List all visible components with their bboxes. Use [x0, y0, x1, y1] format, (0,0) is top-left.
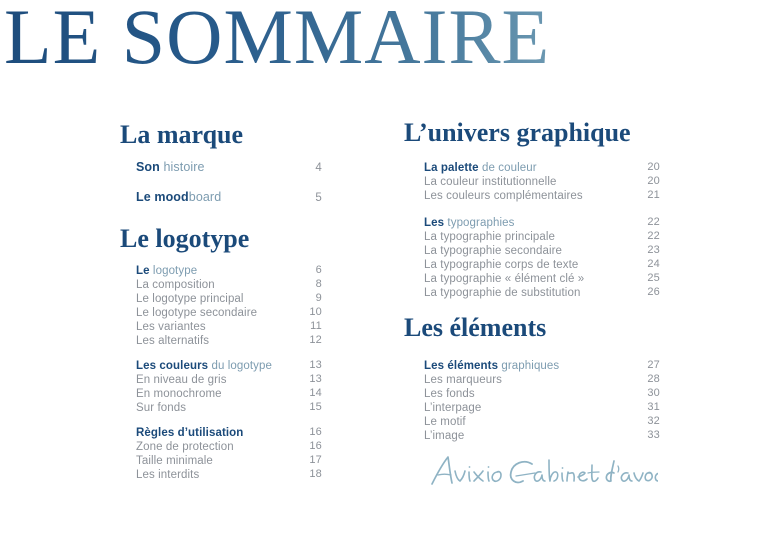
- section-heading: Les éléments: [404, 313, 547, 342]
- toc-entry-label: Les fonds: [424, 388, 475, 400]
- toc-entry-label: Les alternatifs: [136, 335, 210, 347]
- toc-page-number: 22: [647, 216, 660, 228]
- toc-entry-label: [424, 162, 537, 174]
- toc-entry[interactable]: [424, 400, 660, 414]
- toc-group: [136, 425, 322, 481]
- toc-page-number: 31: [647, 401, 660, 413]
- toc-entry-label: Taille minimale: [136, 455, 213, 467]
- toc-entry-label-soft: histoire: [159, 160, 205, 174]
- toc-page-number: 18: [309, 468, 322, 480]
- toc-entry-label: [136, 265, 197, 277]
- toc-entry[interactable]: [136, 333, 322, 347]
- toc-entry-label-soft: board: [188, 190, 222, 204]
- toc-entry-label-strong: Le mood: [136, 190, 189, 204]
- toc-page-number: 27: [647, 359, 660, 371]
- toc-page-number: 21: [647, 189, 660, 201]
- toc-entry[interactable]: [424, 229, 660, 243]
- toc-entry-label: [424, 217, 514, 229]
- toc-entry-label: [136, 190, 221, 204]
- toc-page-number: 32: [647, 415, 660, 427]
- toc-entry-label: [424, 360, 559, 372]
- toc-entry[interactable]: [424, 372, 660, 386]
- toc-entry[interactable]: [424, 257, 660, 271]
- toc-entry-label: La typographie secondaire: [424, 245, 563, 257]
- section-heading: Le logotype: [120, 224, 250, 253]
- toc-page-number: 24: [647, 258, 660, 270]
- toc-entry-label: Règles d’utilisation: [136, 427, 244, 439]
- toc-page-number: 6: [315, 264, 322, 276]
- toc-entry[interactable]: [424, 285, 660, 299]
- toc-entry[interactable]: [136, 453, 322, 467]
- toc-entry-label: La typographie « élément clé »: [424, 273, 585, 285]
- toc-entry[interactable]: [424, 428, 660, 442]
- toc-page-number: 28: [647, 373, 660, 385]
- toc-entry-label: Les couleurs complémentaires: [424, 190, 583, 202]
- toc-entry-label-soft: de couleur: [478, 162, 537, 174]
- toc-group: [424, 215, 660, 299]
- toc-entry-label: En monochrome: [136, 388, 222, 400]
- toc-entry[interactable]: [424, 243, 660, 257]
- toc-page-number: 20: [647, 161, 660, 173]
- toc-group: [424, 358, 660, 442]
- toc-page-number: 16: [309, 440, 322, 452]
- toc-entry-label-strong: La palette: [424, 162, 479, 174]
- signature-script-icon: [428, 450, 658, 498]
- toc-page-number: 5: [315, 192, 322, 204]
- toc-entry[interactable]: [424, 271, 660, 285]
- toc-entry-label: Les interdits: [136, 469, 200, 481]
- toc-page-number: 22: [647, 230, 660, 242]
- toc-entry[interactable]: [136, 263, 322, 277]
- toc-entry-label: Sur fonds: [136, 402, 187, 414]
- toc-group: [136, 358, 322, 414]
- toc-entry[interactable]: [136, 277, 322, 291]
- toc-page-number: 20: [647, 175, 660, 187]
- toc-page-number: 8: [315, 278, 322, 290]
- toc-entry[interactable]: [424, 188, 660, 202]
- toc-entry[interactable]: [136, 439, 322, 453]
- toc-entry-label: L’interpage: [424, 402, 482, 414]
- toc-entry-label: Le logotype secondaire: [136, 307, 258, 319]
- toc-entry-label: Les variantes: [136, 321, 206, 333]
- toc-entry-label-soft: du logotype: [208, 360, 273, 372]
- toc-entry-label: La couleur institutionnelle: [424, 176, 557, 188]
- section-heading: La marque: [120, 120, 244, 149]
- toc-entry-label-strong: Les éléments: [424, 360, 499, 372]
- toc-page-number: 15: [309, 401, 322, 413]
- toc-entry[interactable]: [424, 386, 660, 400]
- toc-entry-label: La typographie de substitution: [424, 287, 581, 299]
- toc-entry-label: Les marqueurs: [424, 374, 503, 386]
- toc-entry[interactable]: [136, 158, 322, 188]
- toc-page-number: 9: [315, 292, 322, 304]
- toc-page-number: 14: [309, 387, 322, 399]
- toc-entry-label: Le motif: [424, 416, 466, 428]
- toc-entry[interactable]: [424, 215, 660, 229]
- toc-page-number: 12: [309, 334, 322, 346]
- toc-entry-label: En niveau de gris: [136, 374, 227, 386]
- brand-signature: [428, 450, 658, 498]
- toc-page-number: 30: [647, 387, 660, 399]
- toc-entry-label-strong: Le: [136, 265, 150, 277]
- toc-entry-label: L’image: [424, 430, 465, 442]
- toc-entry[interactable]: [136, 372, 322, 386]
- toc-entry[interactable]: [136, 425, 322, 439]
- toc-page-number: 11: [310, 320, 322, 332]
- toc-entry-label-soft: typographies: [444, 217, 515, 229]
- toc-entry[interactable]: [424, 174, 660, 188]
- toc-entry-label-strong: Son: [136, 160, 160, 174]
- toc-entry-label-strong: Les: [424, 217, 445, 229]
- page-title: LE SOMMAIRE: [0, 0, 768, 80]
- toc-page-number: 13: [309, 373, 322, 385]
- toc-entry-label-strong: Les couleurs: [136, 360, 209, 372]
- toc-entry-label: [136, 160, 205, 174]
- toc-page-number: 25: [647, 272, 660, 284]
- toc-entry[interactable]: [424, 414, 660, 428]
- toc-entry-label: [136, 360, 272, 372]
- toc-group: [424, 160, 660, 202]
- toc-page-number: 13: [309, 359, 322, 371]
- toc-page-number: 26: [647, 286, 660, 298]
- toc-page-number: 4: [315, 162, 322, 174]
- toc-entry-label: La composition: [136, 279, 215, 291]
- toc-page-number: 23: [647, 244, 660, 256]
- toc-page-number: 17: [309, 454, 322, 466]
- toc-entry[interactable]: [136, 467, 322, 481]
- toc-entry-label: La typographie principale: [424, 231, 556, 243]
- toc-entry[interactable]: [136, 291, 322, 305]
- toc-entry-label: La typographie corps de texte: [424, 259, 579, 271]
- toc-page-number: 10: [309, 306, 322, 318]
- toc-page-number: 33: [647, 429, 660, 441]
- toc-entry[interactable]: [136, 358, 322, 372]
- toc-entry[interactable]: [136, 305, 322, 319]
- section-heading: L’univers graphique: [404, 118, 631, 147]
- toc-entry-label-soft: graphiques: [498, 360, 560, 372]
- masthead: [0, 0, 768, 80]
- toc-entry[interactable]: [136, 400, 322, 414]
- toc-page-number: 16: [309, 426, 322, 438]
- toc-entry[interactable]: [424, 160, 660, 174]
- toc-entry[interactable]: [136, 386, 322, 400]
- toc-entry-label: Le logotype principal: [136, 293, 244, 305]
- toc-entry[interactable]: [136, 319, 322, 333]
- toc-group: [136, 158, 322, 218]
- toc-entry[interactable]: [424, 358, 660, 372]
- toc-entry[interactable]: [136, 188, 322, 218]
- toc-group: [136, 263, 322, 347]
- toc-entry-label-soft: logotype: [149, 265, 198, 277]
- toc-entry-label: Zone de protection: [136, 441, 234, 453]
